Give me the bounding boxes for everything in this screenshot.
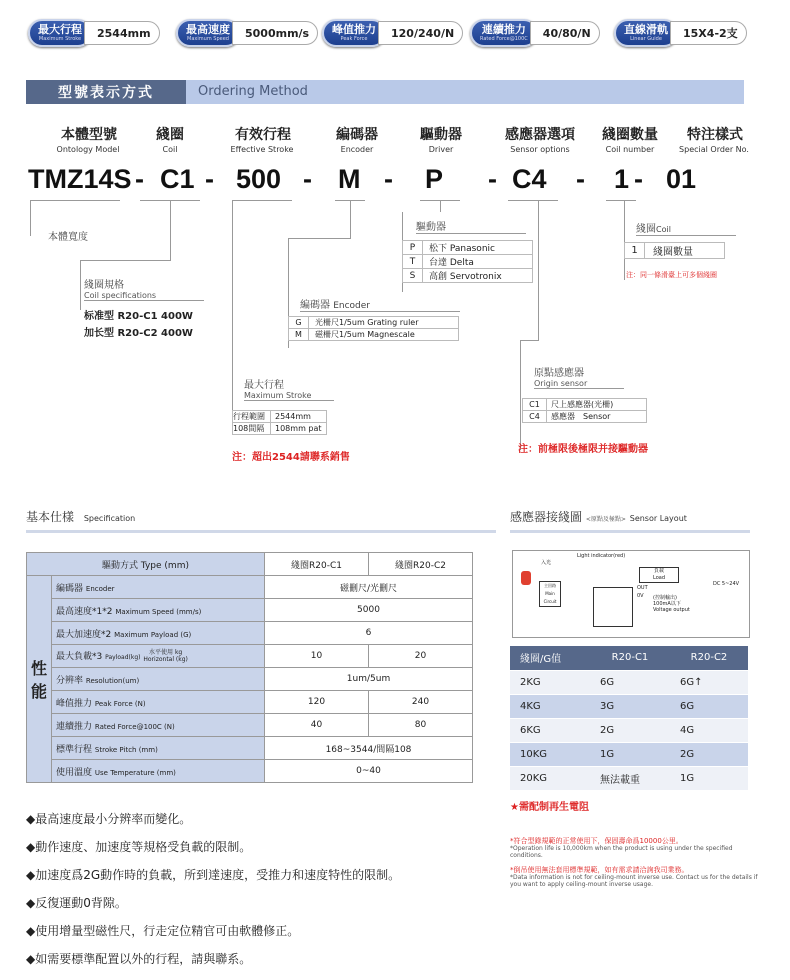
sensor-circuit <box>593 587 633 627</box>
code-part: 500 <box>236 164 282 194</box>
ordering-title-en: Ordering Method <box>198 84 308 99</box>
driver-value: 松下 Panasonic <box>423 241 533 255</box>
grade-cell: 1G <box>590 742 670 766</box>
coil-spec-subtitle: Coil specifications <box>84 291 204 301</box>
note-item: ◆如需要標準配置以外的行程，請與聯系。 <box>26 952 252 966</box>
grade-cell: 3G <box>590 694 670 718</box>
grade-table <box>510 646 748 791</box>
code-dash: - <box>303 164 312 194</box>
encoder-subtitle: Encoder <box>333 301 370 311</box>
grade-cell: 1G <box>670 766 748 790</box>
spec-temp-value: 0~40 <box>265 760 473 783</box>
grade-cell: 2G <box>590 718 670 742</box>
spec-peak-c1: 120 <box>265 691 369 714</box>
stroke-pitch-label: 108間隔 <box>233 423 271 435</box>
spec-header-type: 驅動方式 Type (mm) <box>27 553 265 576</box>
badge-rated-force: 連續推力 Rated Force@100C 40/80/N <box>470 18 600 48</box>
sensor-key: C4 <box>523 411 547 423</box>
stroke-note: 注：超出2544請聯系銷售 <box>232 452 350 463</box>
coil-spec-block <box>84 276 204 339</box>
sensor-title: 原點感應器 <box>534 368 584 379</box>
coil-long-value: R20-C2 400W <box>117 328 193 339</box>
note-item: ◆最高速度最小分辨率而變化。 <box>26 812 192 826</box>
col-title: 綫圈數量 <box>602 127 658 143</box>
ordering-title: 型號表示方式 <box>26 80 186 104</box>
code-dash: - <box>135 164 144 194</box>
footnotes: *符合型錄規範的正常使用下，保固壽命爲10000公里。 *Operation life is 10,000km when the product is using under the specified conditions. *倒吊使用無法套用標準規範，如有需求請洽詢我司業務。 *Data information is not for ceiling-mount inverse use. Contact us for the details if you want to apply ceiling-mount inverse usage. <box>510 837 758 888</box>
col-title: 感應器選項 <box>505 127 575 143</box>
spec-title: 基本仕樣 Specification <box>26 510 136 524</box>
badge-peak-force: 峰值推力 Peak Force 120/240/N <box>322 18 463 48</box>
stroke-subtitle: Maximum Stroke <box>244 391 334 401</box>
grade-cell: 6G <box>670 694 748 718</box>
grade-cell: 6G↑ <box>670 670 748 694</box>
stroke-pitch-value: 108mm pat <box>271 423 327 435</box>
encoder-value: 磁柵尺1/5um Magnescale <box>309 329 459 341</box>
grade-cell: 20KG <box>510 766 590 790</box>
code-dash: - <box>384 164 393 194</box>
code-part: P <box>425 164 444 194</box>
col-subtitle: Effective Stroke <box>230 145 294 154</box>
driver-value: 高創 Servotronix <box>423 269 533 283</box>
code-part: 1 <box>614 164 630 194</box>
coil-std-label: 标准型 <box>84 311 114 322</box>
sensor-key: C1 <box>523 399 547 411</box>
sensor-diagram: Light indicator(red) 入光 主回路 Main Circuit 負載 Load OUT 0V DC 5~24V (控制輸出) 100mA以下 Voltage output <box>512 550 750 638</box>
code-dash: - <box>205 164 214 194</box>
note-item: ◆使用增量型磁性尺，行走定位精官可由軟體修正。 <box>26 924 300 938</box>
code-part: C4 <box>512 164 547 194</box>
grade-cell: 6KG <box>510 718 590 742</box>
grade-note: ★需配制再生電阻 <box>510 802 589 813</box>
col-subtitle: Special Order No. <box>679 145 749 154</box>
sensor-subtitle: Origin sensor <box>534 379 624 389</box>
note-item: ◆動作速度、加速度等規格受負載的限制。 <box>26 840 252 854</box>
col-subtitle: Coil <box>162 145 178 154</box>
sensor-note: 注：前極限後極限并接驅動器 <box>518 444 648 455</box>
col-title: 本體型號 <box>61 127 117 143</box>
encoder-title: 編碼器 <box>300 300 330 311</box>
driver-title: 驅動器 <box>416 218 526 234</box>
spec-header-c1: 綫圈R20-C1 <box>265 553 369 576</box>
col-subtitle: Ontology Model <box>56 145 120 154</box>
grade-header: 綫圈/G值 <box>510 646 590 670</box>
grade-header: R20-C2 <box>670 646 748 670</box>
col-title: 編碼器 <box>336 127 378 143</box>
col-subtitle: Sensor options <box>510 145 570 154</box>
sensor-emitter-icon <box>521 571 531 585</box>
spec-encoder-value: 磁刪尺/光刪尺 <box>265 576 473 599</box>
stroke-table <box>232 410 327 435</box>
badge-linear-guide: 直線滑軌 Linear Guide 15X4-2支 <box>614 18 747 48</box>
coil-spec-title: 綫圈規格 <box>84 280 124 291</box>
stroke-block <box>244 376 334 401</box>
note-item: ◆加速度爲2G動作時的負載，所到達速度，受推力和速度特性的限制。 <box>26 868 401 882</box>
badge-stroke: 最大行程 Maximum Stroke 2544mm <box>28 18 160 48</box>
code-part: C1 <box>160 164 195 194</box>
spec-payload-c1: 10 <box>265 645 369 668</box>
grade-header: R20-C1 <box>590 646 670 670</box>
code-part: TMZ14S <box>28 164 132 194</box>
sensor-value: 尺上感應器(光柵) <box>547 399 647 411</box>
col-subtitle: Encoder <box>340 145 374 154</box>
coilnum-key: 1 <box>625 243 645 259</box>
driver-value: 台達 Delta <box>423 255 533 269</box>
coilnum-note: 注：同一條滑臺上可多個綫圈 <box>626 271 717 279</box>
driver-key: T <box>403 255 423 269</box>
ordering-header <box>26 80 744 104</box>
col-title: 綫圈 <box>156 127 184 143</box>
encoder-key: G <box>289 317 309 329</box>
stroke-range-value: 2544mm <box>271 411 327 423</box>
stroke-range-label: 行程範圍 <box>233 411 271 423</box>
col-title: 特注樣式 <box>687 127 743 143</box>
spec-header-c2: 綫圈R20-C2 <box>369 553 473 576</box>
note-item: ◆反復運動0背隙。 <box>26 896 127 910</box>
sensor-divider <box>510 530 750 533</box>
sensor-block <box>534 364 624 389</box>
code-part: M <box>338 164 361 194</box>
spec-rated-c2: 80 <box>369 714 473 737</box>
spec-divider <box>26 530 496 533</box>
spec-resolution-value: 1um/5um <box>265 668 473 691</box>
spec-stroke-value: 168~3544/間隔108 <box>265 737 473 760</box>
col-subtitle: Driver <box>428 145 454 154</box>
grade-cell: 2G <box>670 742 748 766</box>
col-title: 有效行程 <box>235 127 291 143</box>
grade-cell: 4KG <box>510 694 590 718</box>
driver-table <box>402 240 533 283</box>
body-width-label: 本體寬度 <box>48 232 88 243</box>
grade-cell: 6G <box>590 670 670 694</box>
code-dash: - <box>634 164 643 194</box>
code-dash: - <box>488 164 497 194</box>
code-dash: - <box>576 164 585 194</box>
coil-long-label: 加长型 <box>84 328 114 339</box>
grade-cell: 2KG <box>510 670 590 694</box>
spec-table: 驅動方式 Type (mm) 綫圈R20-C1 綫圈R20-C2 性能 編碼器 Encoder 磁刪尺/光刪尺 最高速度*1*2 Maximum Speed (mm/s) 5000 最大加速度*2 Maximum Payload (G) 6 最大負載*3 Payload(kg) 水平使用 kg Horizontal (kg) 10 20 分辨率 Resolution(um) 1um/5um 峰值推力 Peak Force (N) 120 240 連續推力 Rated Force@100C (N) 40 80 標準行程 Stroke Pitch (mm) 168~3544/間隔108 使用溫度 Use Temperature (mm) 0~40 <box>26 552 473 783</box>
sensor-layout-title: 感應器接綫圖 <原點及極點> Sensor Layout <box>510 510 687 524</box>
stroke-title: 最大行程 <box>244 380 284 391</box>
col-title: 驅動器 <box>420 127 462 143</box>
grade-cell: 10KG <box>510 742 590 766</box>
coilnum-table <box>624 242 725 259</box>
sensor-value: 感應器 Sensor <box>547 411 647 423</box>
spec-side-label: 性能 <box>27 576 52 783</box>
encoder-key: M <box>289 329 309 341</box>
coilnum-title: 綫圈Coil <box>636 220 736 236</box>
spec-peak-c2: 240 <box>369 691 473 714</box>
spec-speed-value: 5000 <box>265 599 473 622</box>
sensor-table <box>522 398 647 423</box>
encoder-block <box>300 296 460 312</box>
encoder-table <box>288 316 459 341</box>
spec-payload-c2: 20 <box>369 645 473 668</box>
driver-key: S <box>403 269 423 283</box>
badge-speed: 最高速度 Maximum Speed 5000mm/s <box>176 18 318 48</box>
col-subtitle: Coil number <box>605 145 655 154</box>
grade-cell: 無法載重 <box>590 766 670 790</box>
coil-std-value: R20-C1 400W <box>117 311 193 322</box>
spec-rated-c1: 40 <box>265 714 369 737</box>
driver-key: P <box>403 241 423 255</box>
coilnum-value: 綫圈數量 <box>645 243 725 259</box>
encoder-value: 光柵尺1/5um Grating ruler <box>309 317 459 329</box>
grade-cell: 4G <box>670 718 748 742</box>
code-part: 01 <box>666 164 697 194</box>
spec-accel-value: 6 <box>265 622 473 645</box>
